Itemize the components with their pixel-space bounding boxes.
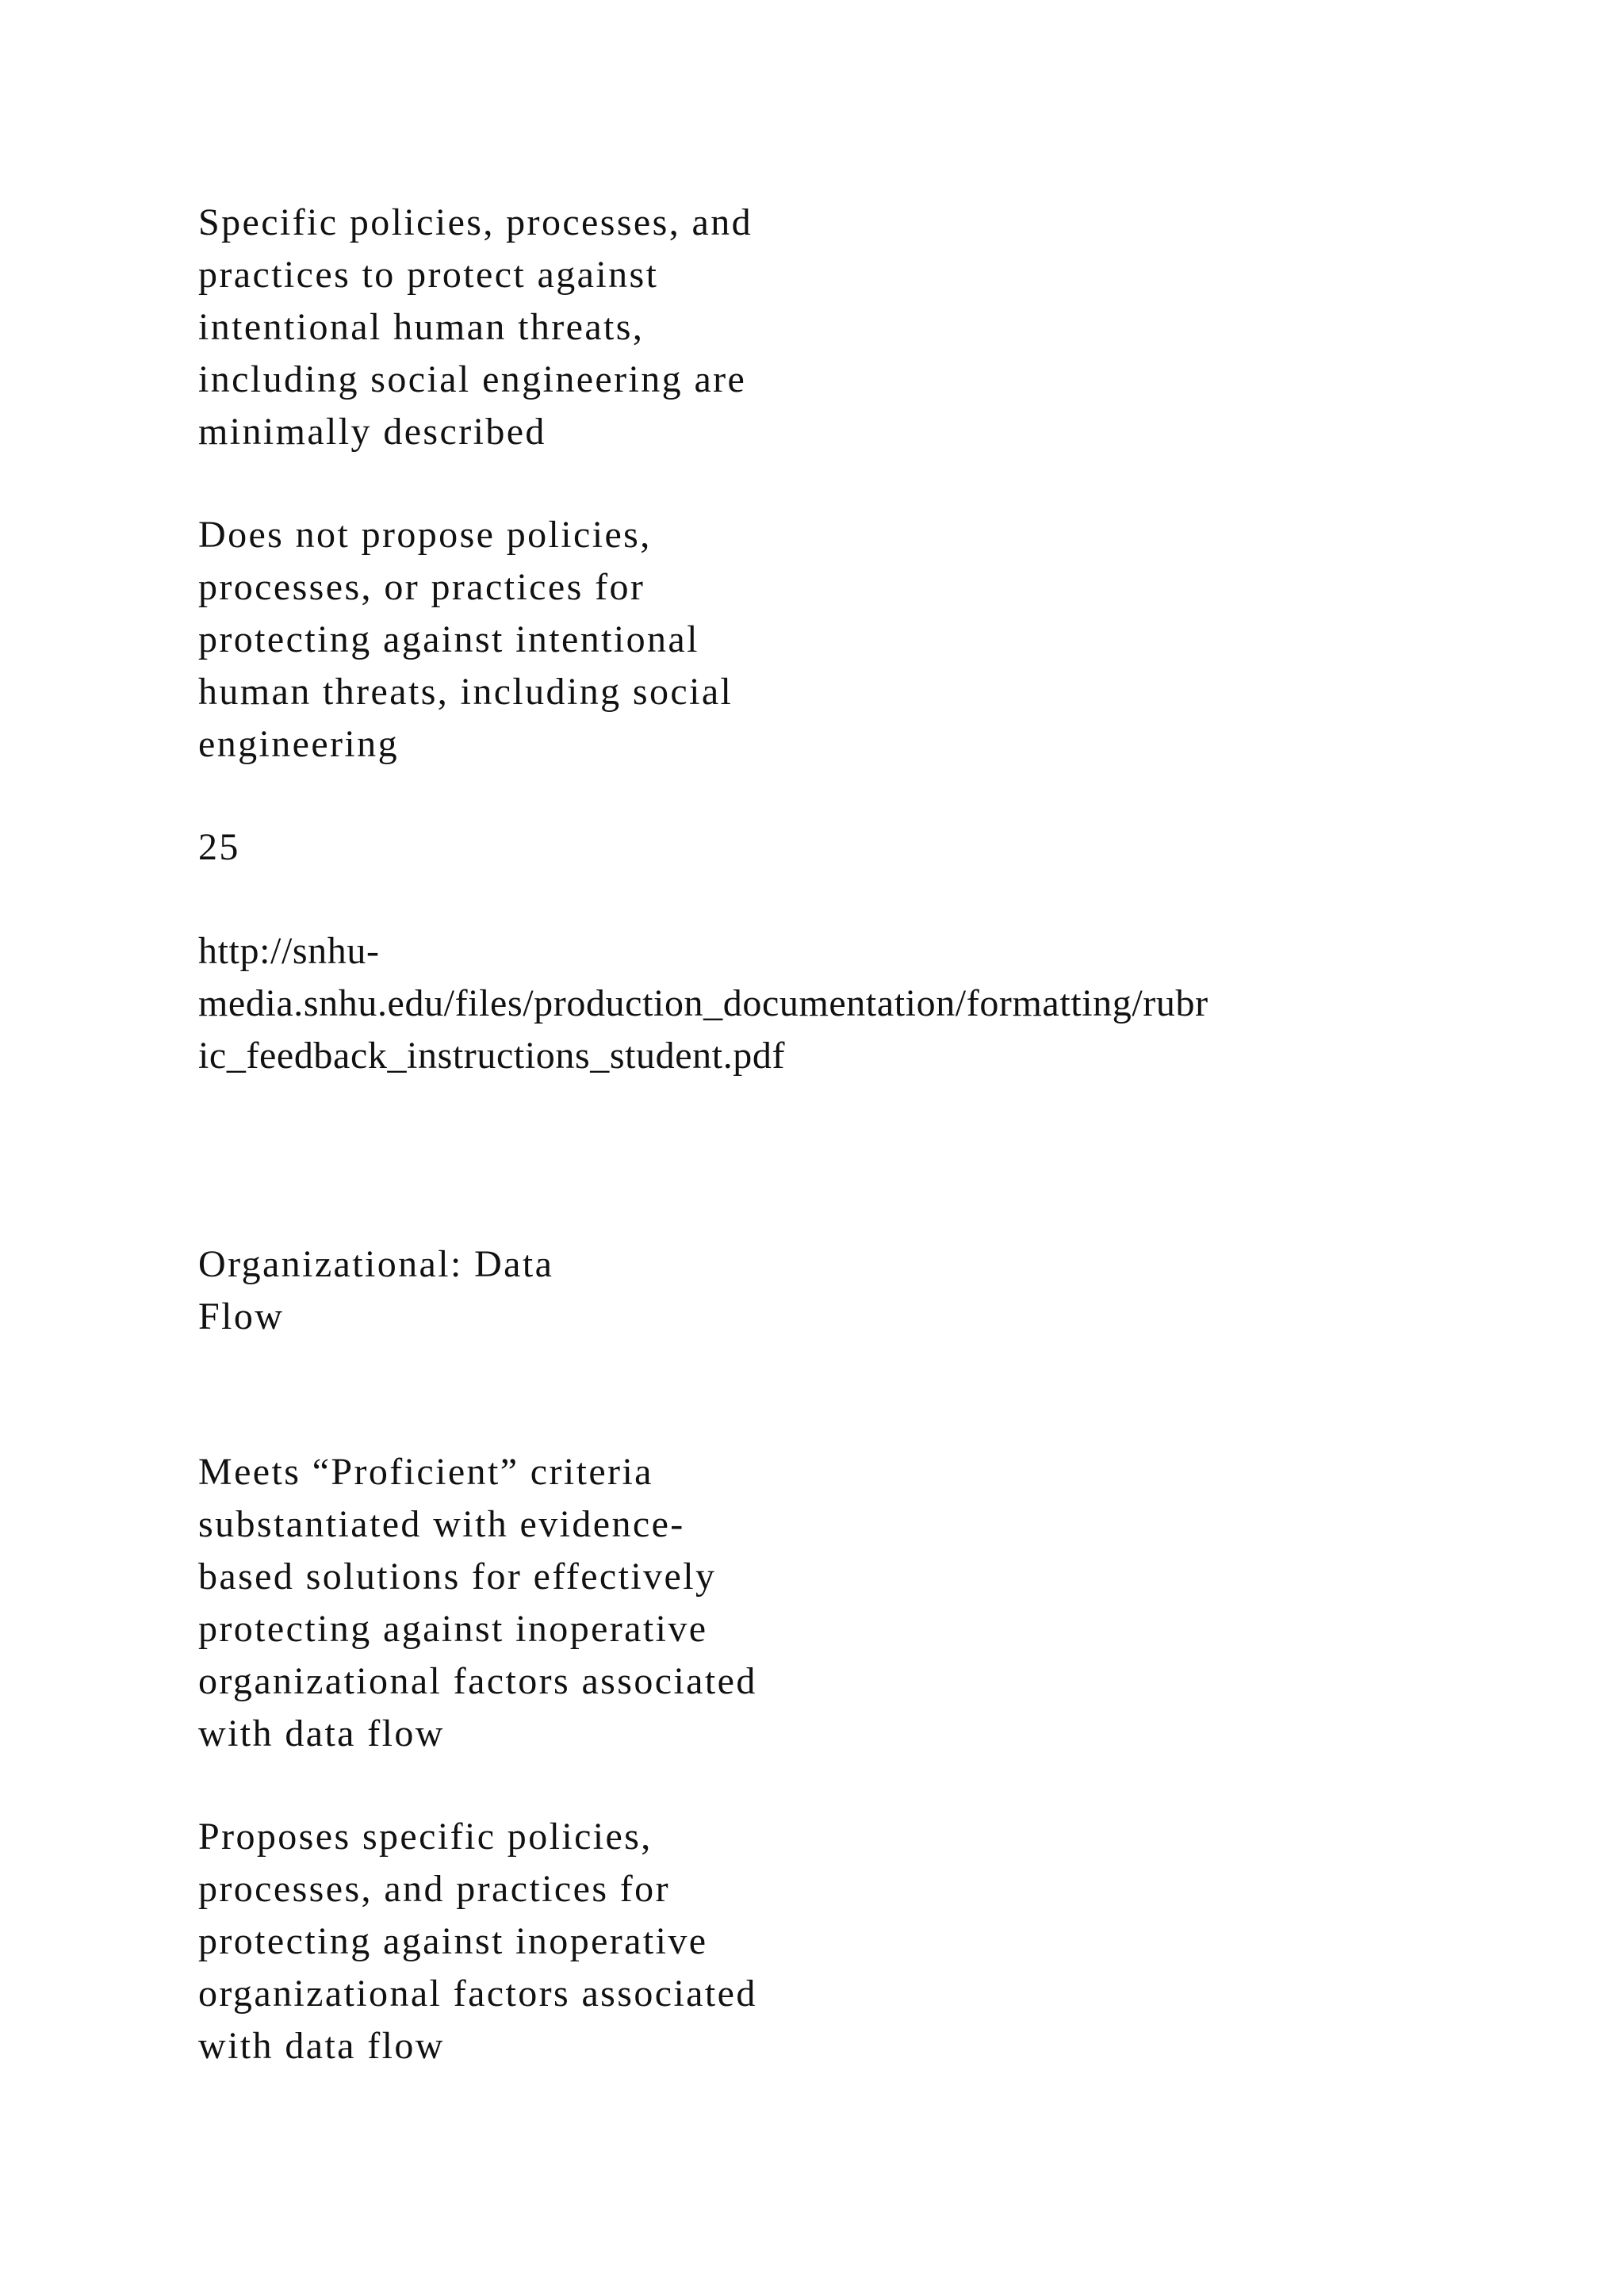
text-line: based solutions for effectively (198, 1556, 717, 1598)
text-line: processes, or practices for (198, 566, 645, 608)
text-line: substantiated with evidence- (198, 1503, 685, 1545)
text-line: Meets “Proficient” criteria (198, 1451, 653, 1493)
text-line: with data flow (198, 2025, 445, 2067)
text-line: with data flow (198, 1712, 445, 1755)
text-line: 25 (198, 826, 240, 868)
text-line: protecting against inoperative (198, 1920, 708, 1962)
intentional-threats-not-evident-text (198, 509, 733, 771)
text-line: Proposes specific policies, (198, 1816, 653, 1858)
text-line: intentional human threats, (198, 306, 645, 348)
text-line: practices to protect against (198, 254, 659, 296)
text-line: processes, and practices for (198, 1868, 670, 1910)
text-line: http://snhu- (198, 930, 380, 972)
points-value (198, 821, 240, 874)
exemplary-criteria-text (198, 1446, 757, 1760)
text-line: protecting against inoperative (198, 1608, 708, 1650)
text-line: media.snhu.edu/files/production_documentation/formatting/rubr (198, 982, 1208, 1024)
text-line: organizational factors associated (198, 1660, 757, 1702)
text-line: Organizational: Data (198, 1243, 554, 1285)
criterion-heading (198, 1238, 553, 1343)
text-line: ic_feedback_instructions_student.pdf (198, 1035, 786, 1077)
text-line: Flow (198, 1295, 285, 1337)
text-line: organizational factors associated (198, 1973, 757, 2015)
text-line: human threats, including social (198, 671, 733, 713)
text-line: engineering (198, 723, 399, 765)
text-line: Specific policies, processes, and (198, 201, 753, 243)
proficient-criteria-text (198, 1811, 757, 2072)
intentional-threats-minimal-text (198, 197, 753, 458)
text-line: protecting against intentional (198, 618, 699, 660)
rubric-feedback-link[interactable] (198, 925, 1208, 1082)
text-line: minimally described (198, 411, 546, 453)
text-line: Does not propose policies, (198, 514, 652, 556)
text-line: including social engineering are (198, 358, 747, 400)
